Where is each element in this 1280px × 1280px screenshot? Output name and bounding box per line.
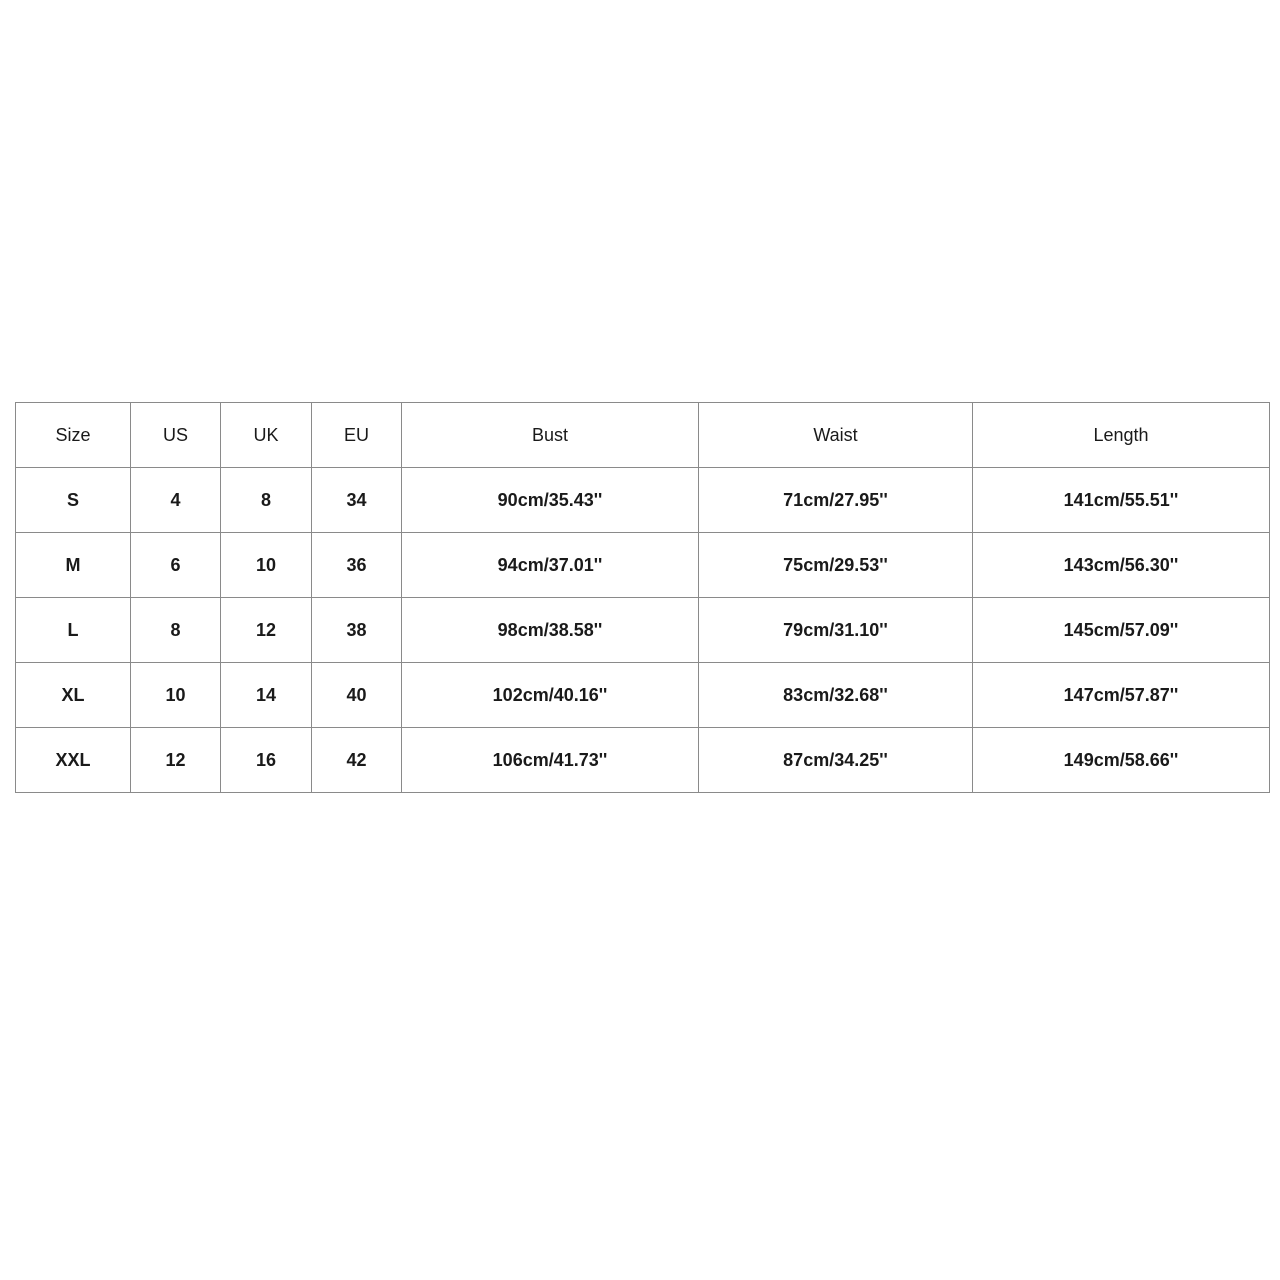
cell-waist: 71cm/27.95'' [699,468,973,533]
cell-uk: 10 [221,533,312,598]
cell-eu: 34 [312,468,402,533]
cell-length: 149cm/58.66'' [973,728,1270,793]
header-bust: Bust [402,403,699,468]
cell-waist: 79cm/31.10'' [699,598,973,663]
cell-us: 6 [131,533,221,598]
cell-us: 8 [131,598,221,663]
header-length: Length [973,403,1270,468]
cell-waist: 75cm/29.53'' [699,533,973,598]
header-uk: UK [221,403,312,468]
cell-length: 145cm/57.09'' [973,598,1270,663]
cell-us: 12 [131,728,221,793]
cell-us: 10 [131,663,221,728]
cell-eu: 38 [312,598,402,663]
cell-eu: 36 [312,533,402,598]
cell-uk: 12 [221,598,312,663]
table-row [16,468,1270,533]
table-row [16,598,1270,663]
header-waist: Waist [699,403,973,468]
cell-uk: 16 [221,728,312,793]
cell-eu: 42 [312,728,402,793]
header-us: US [131,403,221,468]
cell-bust: 90cm/35.43'' [402,468,699,533]
cell-size: L [16,598,131,663]
table-row [16,533,1270,598]
table-row [16,728,1270,793]
cell-size: M [16,533,131,598]
cell-waist: 83cm/32.68'' [699,663,973,728]
cell-uk: 14 [221,663,312,728]
cell-bust: 94cm/37.01'' [402,533,699,598]
cell-eu: 40 [312,663,402,728]
cell-bust: 98cm/38.58'' [402,598,699,663]
cell-length: 141cm/55.51'' [973,468,1270,533]
cell-waist: 87cm/34.25'' [699,728,973,793]
size-chart-table [15,402,1270,793]
cell-length: 143cm/56.30'' [973,533,1270,598]
cell-bust: 102cm/40.16'' [402,663,699,728]
header-size: Size [16,403,131,468]
cell-size: XL [16,663,131,728]
cell-us: 4 [131,468,221,533]
cell-size: XXL [16,728,131,793]
cell-size: S [16,468,131,533]
cell-length: 147cm/57.87'' [973,663,1270,728]
table-row [16,663,1270,728]
header-eu: EU [312,403,402,468]
cell-bust: 106cm/41.73'' [402,728,699,793]
cell-uk: 8 [221,468,312,533]
table-header-row [16,403,1270,468]
